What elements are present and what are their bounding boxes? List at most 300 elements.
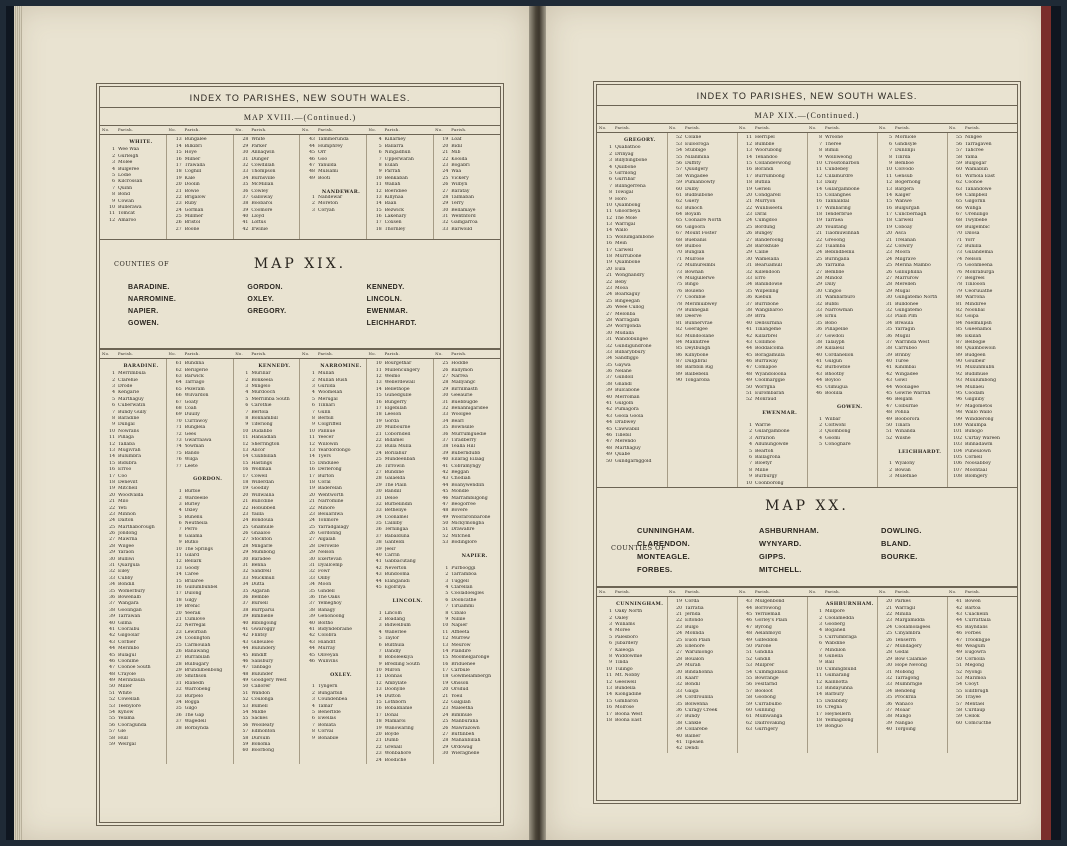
parish-name: Buringalla [825, 256, 850, 262]
parish-number: 6 [749, 454, 752, 460]
parish-number: 5 [178, 514, 182, 520]
parish-number: 51 [242, 690, 249, 696]
page-header: INDEX TO PARISHES, NEW SOUTH WALES. [597, 85, 1017, 106]
parish-number: 26 [886, 269, 892, 275]
parish-number: 23 [442, 706, 449, 712]
parish-number: 29 [606, 324, 612, 330]
parish-number: 57 [956, 701, 962, 707]
parish-name: Drawahre [451, 527, 475, 533]
parish-name: Wagedell [184, 719, 206, 725]
parish-number: 19 [606, 260, 612, 266]
parish-number: 25 [606, 298, 612, 304]
parish-number: 45 [746, 352, 752, 358]
parish-number: 54 [109, 710, 115, 716]
map18-index-table [100, 125, 500, 239]
parish-number: 23 [175, 201, 182, 207]
parish-name: Wilbyn [451, 182, 468, 188]
parish-name: Gnamulle [251, 524, 274, 530]
parish-name: Hoye [184, 150, 197, 156]
parish-name: Godal [895, 650, 909, 656]
parish-number: 86 [956, 333, 962, 339]
parish-number: 20 [606, 266, 612, 272]
parish-number: 16 [375, 399, 382, 405]
parish-number: 49 [956, 650, 962, 656]
parish-number: 1 [445, 565, 449, 571]
parish-number: 30 [816, 288, 822, 294]
parish-number: 16 [886, 205, 892, 211]
parish-name: Megong [965, 663, 985, 669]
parish-name: Didabbity [825, 698, 848, 704]
parish-name: Wambarburo [825, 295, 856, 301]
parish-number: 43 [746, 599, 752, 605]
parish-name: Bidamel [384, 438, 404, 443]
parish-name: Mumwanga [755, 714, 783, 720]
parish-number: 19 [109, 486, 115, 492]
parish-name: Wee Waa [118, 147, 140, 153]
parish-name: Burbowble [825, 365, 851, 371]
parish-number: 27 [886, 644, 892, 650]
parish-name: Killarney [384, 137, 406, 143]
parish-number: 19 [375, 418, 382, 424]
parish-number: 2 [749, 429, 752, 435]
parish-name: Borilahur [384, 450, 407, 456]
parish-name: Waruniongo [685, 650, 714, 656]
parish-name: Collarebe [685, 727, 708, 733]
column-header-no: No. [367, 349, 383, 358]
parish-name: Goipa [965, 314, 979, 320]
parish-name: Caree [184, 572, 199, 578]
parish-name: Gaiga [685, 688, 699, 694]
parish-name: Onsson [451, 680, 469, 686]
parish-number: 37 [242, 194, 249, 200]
parish-name: Towigal [615, 190, 634, 196]
parish-name: Betheliye [384, 508, 407, 514]
parish-name: Banderoong [755, 237, 784, 243]
parish-number: 72 [175, 431, 182, 437]
parish-name: Tahcree [965, 148, 984, 154]
parish-number: 22 [442, 156, 449, 162]
parish-number: 38 [676, 720, 682, 726]
parish-number: 49 [746, 378, 752, 384]
parish-number: 19 [676, 599, 682, 605]
parish-number: 3 [609, 622, 612, 628]
parish-number: 6 [378, 150, 382, 156]
parish-number: 7 [889, 148, 892, 154]
parish-name: Gilgoolar [118, 633, 140, 639]
parish-number: 27 [175, 226, 182, 232]
parish-number: 38 [109, 607, 115, 613]
parish-name: Bonlata [317, 722, 336, 728]
parish-name: Mullaeu [965, 384, 985, 390]
parish-name: Walumpa [965, 422, 987, 428]
parish-number: 40 [109, 620, 115, 626]
parish-number: 7 [609, 647, 612, 653]
parish-name: Woorubong [755, 148, 782, 154]
parish-name: Gle [118, 729, 126, 735]
parish-number: 97 [956, 403, 962, 409]
county-heading: BARADINE. [123, 363, 159, 370]
parish-number: 50 [109, 684, 115, 690]
parish-number: 69 [175, 412, 182, 418]
parish-number: 37 [109, 601, 115, 607]
parish-number: 46 [746, 618, 752, 624]
parish-name: Cundebey [825, 167, 849, 173]
column-header-parish: Parish. [449, 349, 500, 358]
parish-number: 25 [109, 524, 115, 530]
column-header-parish: Parish. [753, 124, 807, 133]
parish-name: Yeardordongo [317, 448, 351, 453]
parish-number: 44 [606, 420, 612, 426]
parish-number: 24 [109, 518, 115, 524]
parish-name: Tongaroba [685, 378, 710, 384]
parish-number: 30 [746, 256, 752, 262]
parish-name: Ningadhun [384, 150, 411, 156]
county-heading: WHITE. [129, 139, 153, 146]
parish-number: 13 [746, 148, 752, 154]
parish-name: Bingeegah [615, 298, 640, 304]
parish-number: 47 [606, 439, 612, 445]
parish-number: 48 [956, 644, 962, 650]
parish-name: Narrowman [825, 307, 853, 313]
parish-number: 3 [312, 697, 315, 703]
parish-number: 11 [375, 182, 382, 188]
parish-name: White [251, 137, 266, 143]
parish-name: Perro [184, 527, 198, 533]
parish-number: 62 [676, 199, 682, 205]
parish-name: Bidubra [118, 460, 137, 466]
parish-number: 50 [242, 684, 249, 690]
parish-number: 56 [109, 722, 115, 728]
parish-number: 41 [746, 327, 752, 333]
parish-name: Napier [451, 623, 468, 629]
parish-number: 87 [676, 359, 682, 365]
parish-name: Buebbugde [451, 399, 478, 405]
parish-number: 20 [676, 605, 682, 611]
parish-number: 62 [746, 720, 752, 726]
parish-number: 19 [816, 724, 822, 730]
parish-number: 9 [889, 160, 892, 166]
parish-name: Quambone [615, 260, 641, 266]
parish-number: 56 [746, 682, 752, 688]
parish-number: 35 [309, 588, 315, 594]
parish-number: 81 [676, 320, 682, 326]
parish-number: 10 [816, 666, 822, 672]
parish-number: 11 [606, 209, 612, 215]
parish-number: 60 [956, 167, 962, 173]
parish-number: 6 [378, 642, 382, 648]
parish-name: Nelson [965, 256, 982, 262]
parish-name: Minore [317, 505, 335, 511]
column-header-parish: Parish. [963, 124, 1017, 133]
parish-number: 33 [309, 575, 315, 581]
parish-number: 66 [676, 224, 682, 230]
parish-number: 17 [442, 668, 449, 674]
parish-number: 12 [816, 679, 822, 685]
parish-name: Daifrovaking [755, 720, 786, 726]
parish-number: 1 [112, 147, 115, 153]
county-name [881, 563, 1003, 576]
county-heading: NAPIER. [461, 553, 488, 560]
parish-number: 15 [375, 207, 382, 213]
parish-number: 50 [746, 384, 752, 390]
parish-name: Cregna [825, 705, 843, 711]
parish-name: Cuberwatin [118, 403, 146, 409]
parish-number: 47 [309, 162, 315, 168]
parish-number: 28 [606, 317, 612, 323]
county-name: KENNEDY. [366, 283, 405, 291]
parish-name: Pillaga [118, 435, 134, 441]
county-name: CUNNINGHAM. [637, 525, 695, 535]
parish-number: 27 [816, 269, 822, 275]
parish-name: Bellamaye [451, 207, 476, 213]
parish-number: 33 [109, 575, 115, 581]
parish-name: Magometos [965, 403, 993, 409]
parish-name: Goola Goola [615, 413, 644, 419]
parish-name: Gorda [384, 418, 399, 424]
parish-name: Wonbahore [384, 751, 412, 757]
parish-name: Quargula [118, 563, 140, 569]
parish-name: Kooida [451, 156, 468, 162]
parish-number: 64 [676, 212, 682, 218]
parish-number: 67 [956, 212, 962, 218]
parish-number: 29 [375, 482, 382, 488]
parish-number: 34 [746, 282, 752, 288]
parish-name: Drode [118, 384, 133, 390]
parish-name: Curdaup [965, 707, 986, 713]
parish-number: 14 [442, 648, 449, 654]
parish-name: Womerbury [118, 588, 146, 594]
parish-name: Benerflde [317, 710, 341, 716]
parish-number: 3 [112, 384, 115, 390]
parish-number: 8 [245, 416, 249, 422]
county-spacer [102, 361, 115, 371]
parish-name: Bundella [615, 685, 636, 691]
parish-name: Gilfeddon [755, 637, 778, 643]
parish-name: Murryon [755, 199, 776, 205]
parish-number: 11 [309, 435, 315, 441]
parish-number: 45 [606, 426, 612, 432]
number-column [737, 133, 753, 487]
parish-number: 2 [609, 151, 612, 157]
parish-name: Fesltarnd [755, 682, 778, 688]
county-name: WYNYARD. [759, 538, 802, 548]
parish-name: Mulbourne [384, 425, 411, 431]
parish-name: Marrurow [895, 276, 919, 281]
parish-number: 24 [309, 518, 315, 524]
parish-number: 2 [819, 615, 822, 621]
parish-number: 23 [886, 618, 892, 624]
parish-name: Eilifbrugh [965, 688, 989, 694]
column-header-no: No. [667, 124, 683, 133]
county-name: DOWLING. [881, 525, 922, 535]
parish-name: Tinara [895, 422, 911, 428]
number-column [300, 135, 316, 239]
parish-number: 56 [676, 160, 682, 166]
parish-name: Killaleul [825, 346, 845, 352]
counties-label: COUNTIES OF [114, 259, 169, 268]
parish-number: 15 [816, 698, 822, 704]
parish-name: Algarah [251, 588, 270, 594]
parish-name: Donnas [384, 674, 403, 680]
parish-name: Bidyndebraine [317, 626, 352, 632]
parish-number: 46 [309, 658, 315, 664]
parish-number: 19 [886, 224, 892, 230]
county-name: BLAND. [881, 538, 912, 548]
parish-number: 78 [956, 282, 962, 288]
parish-name: Milner [184, 156, 201, 162]
parish-number: 28 [442, 194, 449, 200]
parish-name: Gilma [118, 620, 132, 626]
parish-name: Dursum [251, 735, 270, 741]
parish-name: Bilkibri [184, 143, 202, 149]
parish-number: 40 [746, 320, 752, 326]
parish-number: 51 [746, 391, 752, 397]
parish-name: Bundy Gully [118, 409, 147, 415]
parish-name: Beiuarilwa [317, 511, 344, 517]
parish-number: 21 [375, 431, 382, 437]
parish-name: Wieragnelle [451, 751, 480, 757]
parish-name: Cornolla [965, 656, 985, 662]
parish-name: Talmabah [451, 194, 474, 200]
parish-name: Dindulee [317, 460, 339, 466]
parish-name: Twylbebe [965, 218, 988, 224]
parish-number: 24 [816, 250, 822, 256]
parish-name: Kilcrossan [118, 179, 143, 185]
parish-number: 26 [746, 231, 752, 237]
parish-number: 11 [816, 673, 822, 679]
parish-name: Bidil [451, 143, 463, 149]
parish-name: Bunnervrae [685, 320, 713, 326]
parish-number: 14 [375, 386, 382, 392]
parish-number: 2 [312, 377, 315, 383]
parish-name: Muulumbong [965, 378, 997, 384]
parish-name: Geeswell [615, 679, 637, 685]
parish-name: Worrgna [755, 384, 776, 390]
parish-name: Bundine [384, 469, 405, 475]
parish-name: Weimo [384, 374, 401, 380]
parish-name: Moree [615, 628, 631, 634]
map-title-19-continued: MAP XIX.—(Continued.) [754, 111, 860, 120]
parish-number: 52 [746, 397, 752, 403]
parish-number: 16 [746, 167, 752, 173]
parish-name: Trookngjie [965, 637, 991, 643]
parish-number: 44 [886, 384, 892, 390]
parish-number: 43 [309, 639, 315, 645]
parish-number: 20 [242, 492, 249, 498]
parish-name: Cooraibu [118, 626, 140, 632]
column-header-parish: Parish. [823, 124, 877, 133]
parish-name: Coghill [184, 169, 202, 175]
parish-number: 52 [442, 533, 449, 539]
parish-name: Dutta [251, 582, 265, 588]
column-header-no: No. [877, 587, 893, 596]
parish-name: Cooyt [965, 682, 979, 688]
parish-column [613, 597, 667, 753]
parish-name: Doolin [184, 182, 200, 188]
county-name: NAPIER. [128, 307, 159, 315]
parish-number: 44 [375, 578, 382, 584]
parish-name: Merindaula [118, 678, 145, 684]
parish-number: 8 [819, 654, 822, 660]
number-column [167, 359, 183, 764]
parish-number: 15 [109, 460, 115, 466]
parish-name: Brenic [184, 604, 200, 610]
parish-column [893, 597, 947, 753]
parish-number: 4 [819, 628, 822, 634]
parish-name: Morniole [895, 135, 917, 141]
parish-name: Gurilda [317, 384, 336, 390]
parish-number: 42 [886, 371, 892, 377]
parish-number: 96 [956, 397, 962, 403]
parish-number: 71 [956, 237, 962, 243]
parish-number: 18 [175, 597, 182, 603]
number-column [433, 359, 449, 764]
parish-number: 52 [242, 697, 249, 703]
number-column [597, 597, 613, 753]
number-column [100, 135, 116, 239]
parish-number: 12 [886, 180, 892, 186]
parish-name: Affleeta [451, 629, 470, 635]
parish-number: 18 [816, 212, 822, 218]
parish-number: 58 [746, 695, 752, 701]
parish-name: Cowell [251, 473, 268, 479]
parish-name: Tanbago [251, 665, 272, 671]
parish-number: 33 [606, 349, 612, 355]
parish-number: 27 [606, 311, 612, 317]
parish-name: Hiandlt [317, 639, 336, 645]
parish-number: 42 [816, 365, 822, 371]
parish-number: 26 [175, 648, 182, 654]
parish-name: Ballagrona [755, 454, 781, 460]
parish-number: 36 [442, 431, 449, 437]
parish-name: Coolington [184, 636, 211, 642]
parish-name: Pezeram [184, 386, 205, 392]
parish-number: 19 [442, 137, 449, 143]
parish-number: 21 [676, 612, 682, 618]
parish-name: Millie [755, 467, 769, 473]
parish-name: Grenall [384, 744, 402, 750]
parish-number: 40 [309, 620, 315, 626]
parish-name: Moora [895, 250, 911, 256]
parish-name: Budgeen [965, 352, 986, 358]
parish-name: Goomi [825, 435, 841, 441]
parish-name: Bindahonna [685, 669, 713, 675]
parish-name: Burribone [755, 301, 779, 307]
parish-name: Billybingbone [615, 158, 648, 164]
parish-name: Wooliagee [895, 384, 919, 390]
parish-number: 7 [178, 527, 182, 533]
parish-number: 15 [606, 234, 612, 240]
column-header-parish: Parish. [449, 126, 500, 135]
parish-number: 38 [309, 607, 315, 613]
parish-number: 32 [375, 501, 382, 507]
parish-number: 27 [886, 276, 892, 281]
parish-name: Pohlia [895, 410, 910, 416]
parish-number: 2 [312, 690, 315, 696]
parish-name: Colvodo [895, 167, 914, 173]
parish-number: 43 [442, 476, 449, 482]
parish-name: Kilnybone [685, 352, 709, 358]
parish-name: Marrambilgong [451, 495, 488, 501]
parish-number: 64 [956, 192, 962, 198]
parish-name: Brilaree [184, 578, 204, 584]
parish-name: Bulthula [384, 642, 405, 648]
parish-name: Cawwabill [615, 426, 640, 432]
parish-name: Cooragunda [118, 722, 147, 728]
parish-number: 28 [242, 137, 249, 143]
parish-number: 53 [242, 703, 249, 709]
parish-name: Stubbige [685, 148, 706, 154]
